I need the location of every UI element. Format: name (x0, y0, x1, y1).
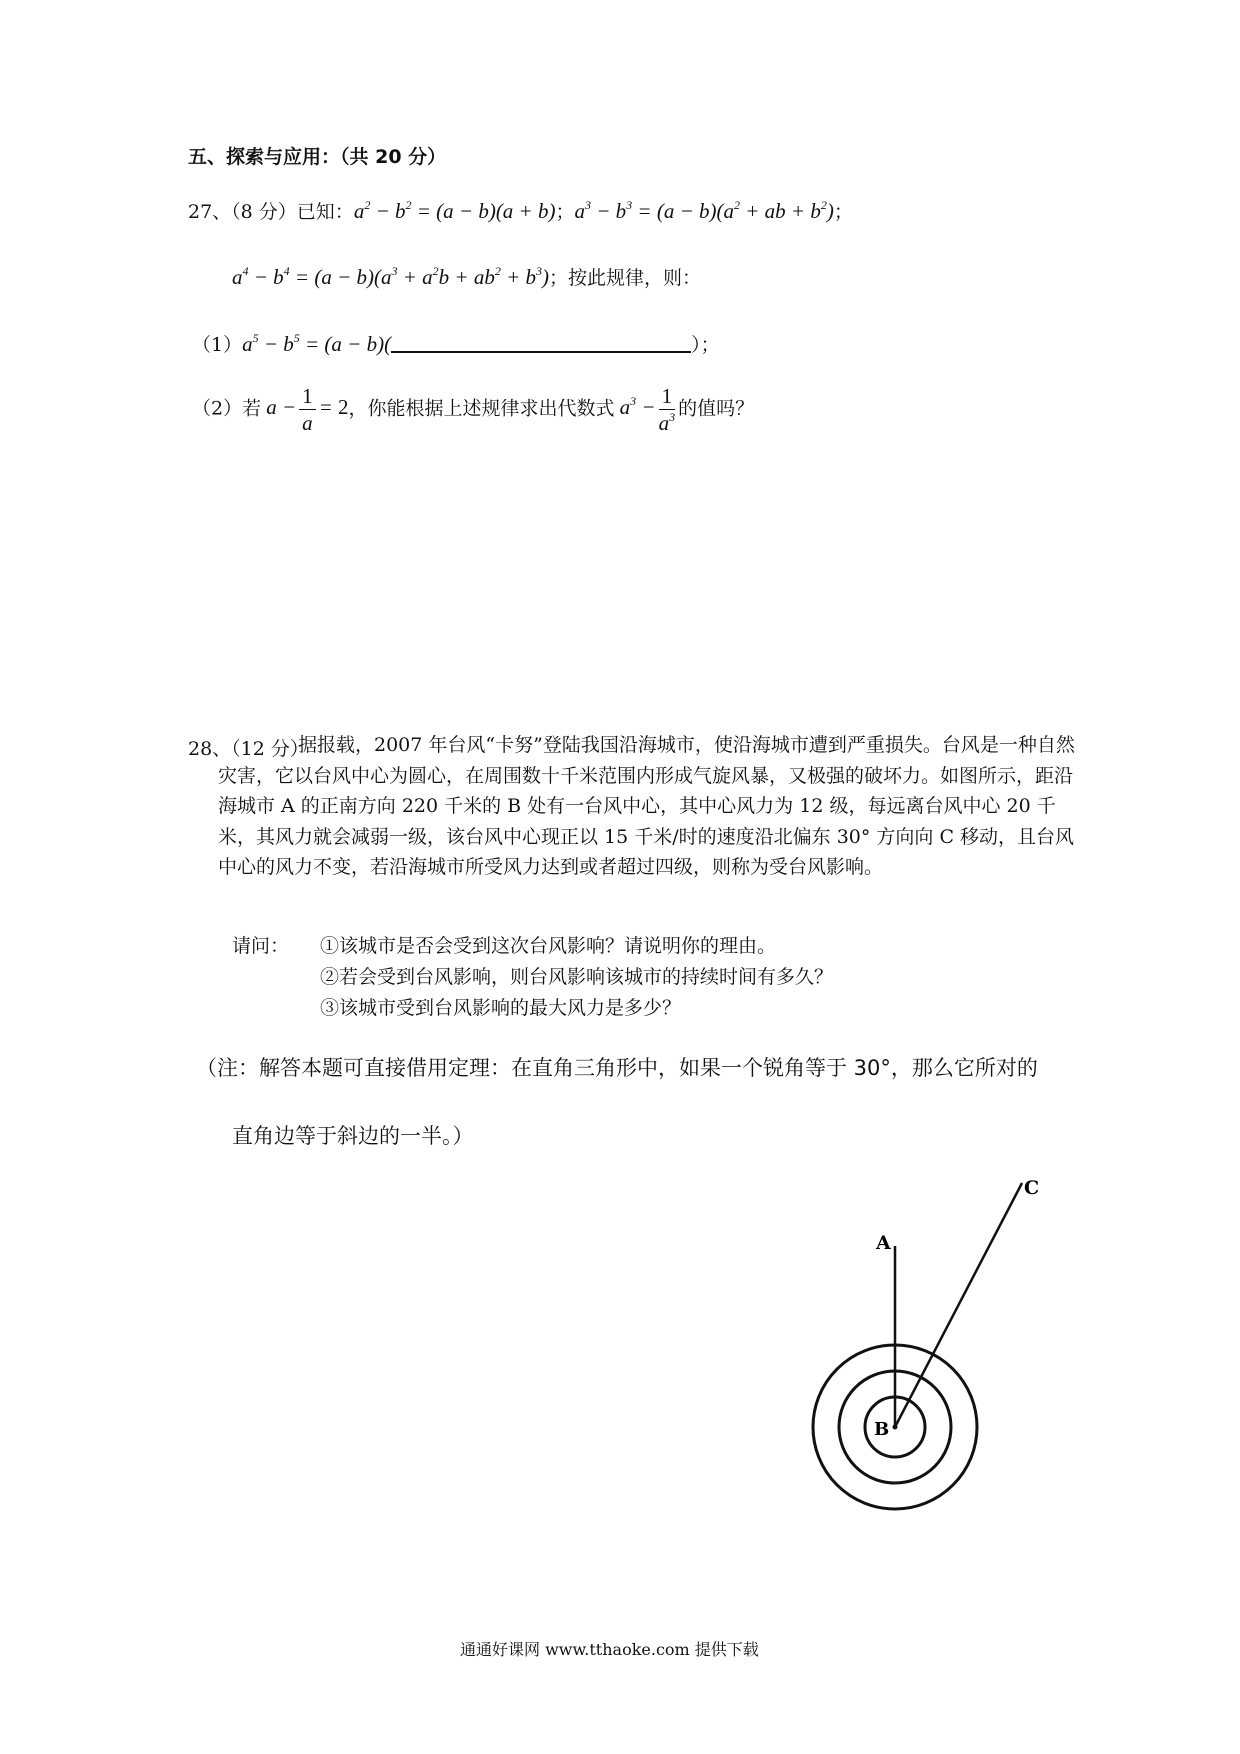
q28-number: 28、（12 分） (188, 738, 309, 760)
point-b (893, 1425, 898, 1430)
q28-question-2: ②若会受到台风影响，则台风影响该城市的持续时间有多久？ (320, 966, 834, 988)
formula-fifth-diff: $a^5 - b^5 = (a - b)$( (242, 331, 392, 356)
formula-condition: a − $\frac{1}{a}$ = 2 (266, 384, 349, 435)
q27-part-2 (192, 383, 754, 436)
note-line-2: 直角边等于斜边的一半。） (232, 1124, 474, 1148)
footer-text: 通通好课网 www.tthaoke.com 提供下载 (460, 1640, 759, 1659)
formula-square-diff: $a^2 - b^2 = (a - b)(a + b)$ (353, 198, 556, 223)
part-1-tail: ）； (691, 334, 720, 356)
label-b: B (874, 1419, 890, 1440)
part-2-end: 的值吗？ (678, 397, 755, 420)
q28-text: 据报载，2007 年台风“卡努”登陆我国沿海城市，使沿海城市遭到严重损失。台风是一种自然灾害，它以台风中心为圆心，在周围数十千米范围内形成气旋风暴，又极强的破坏力。如图所示，距沿海城市 A 的正南方向 220 千米的 B 处有一台风中心，其中心风力为 12 级，每远离台风中心 20 千米，其风力就会减弱一级，该台风中心现正以 15 千米/时的速度沿北偏东 30° 方向向 C 移动，且台风中心的风力不变，若沿海城市所受风力达到或者超过四级，则称为受台风影响。 (218, 734, 1075, 878)
typhoon-diagram (800, 1170, 1040, 1530)
q27-sep: ； (555, 201, 575, 223)
q28-question-3: ③该城市受到台风影响的最大风力是多少？ (320, 997, 682, 1019)
line-b-to-c (895, 1183, 1022, 1427)
q27-sep-2: ； (833, 201, 853, 223)
q27-number: 27、（8 分）已知： (188, 201, 354, 223)
formula-cube-diff: $a^3 - b^3 = (a - b)(a^2$ + ab + $b^2$) (574, 198, 834, 223)
q28-paragraph (188, 730, 1090, 883)
note-line-1: （注：解答本题可直接借用定理：在直角三角形中，如果一个锐角等于 30°，那么它所对的 (196, 1056, 1038, 1080)
label-a: A (876, 1232, 891, 1254)
q27-line-2-tail: ；按此规律，则： (549, 267, 702, 289)
q28-ask-label: 请问： (232, 935, 290, 957)
formula-target: $a^3$ − $\frac{1}{a^3}$ (619, 384, 676, 435)
part-2-label: （2）若 (192, 397, 262, 420)
label-c: C (1024, 1177, 1040, 1199)
part-2-mid: ，你能根据上述规律求出代数式 (348, 397, 615, 420)
q27-part-1 (192, 330, 720, 357)
section-heading: 五、探索与应用：（共 20 分） (188, 146, 447, 168)
q27-line-2 (232, 263, 701, 290)
q27-line-1 (188, 197, 853, 224)
answer-blank[interactable] (391, 331, 691, 353)
part-1-label: （1） (192, 334, 243, 356)
formula-fourth-diff: $a^4 - b^4 = (a - b)(a^3 + a^2b + ab^2 + b^3)$ (232, 264, 550, 289)
q28-question-1: ①该城市是否会受到这次台风影响？请说明你的理由。 (320, 935, 777, 957)
